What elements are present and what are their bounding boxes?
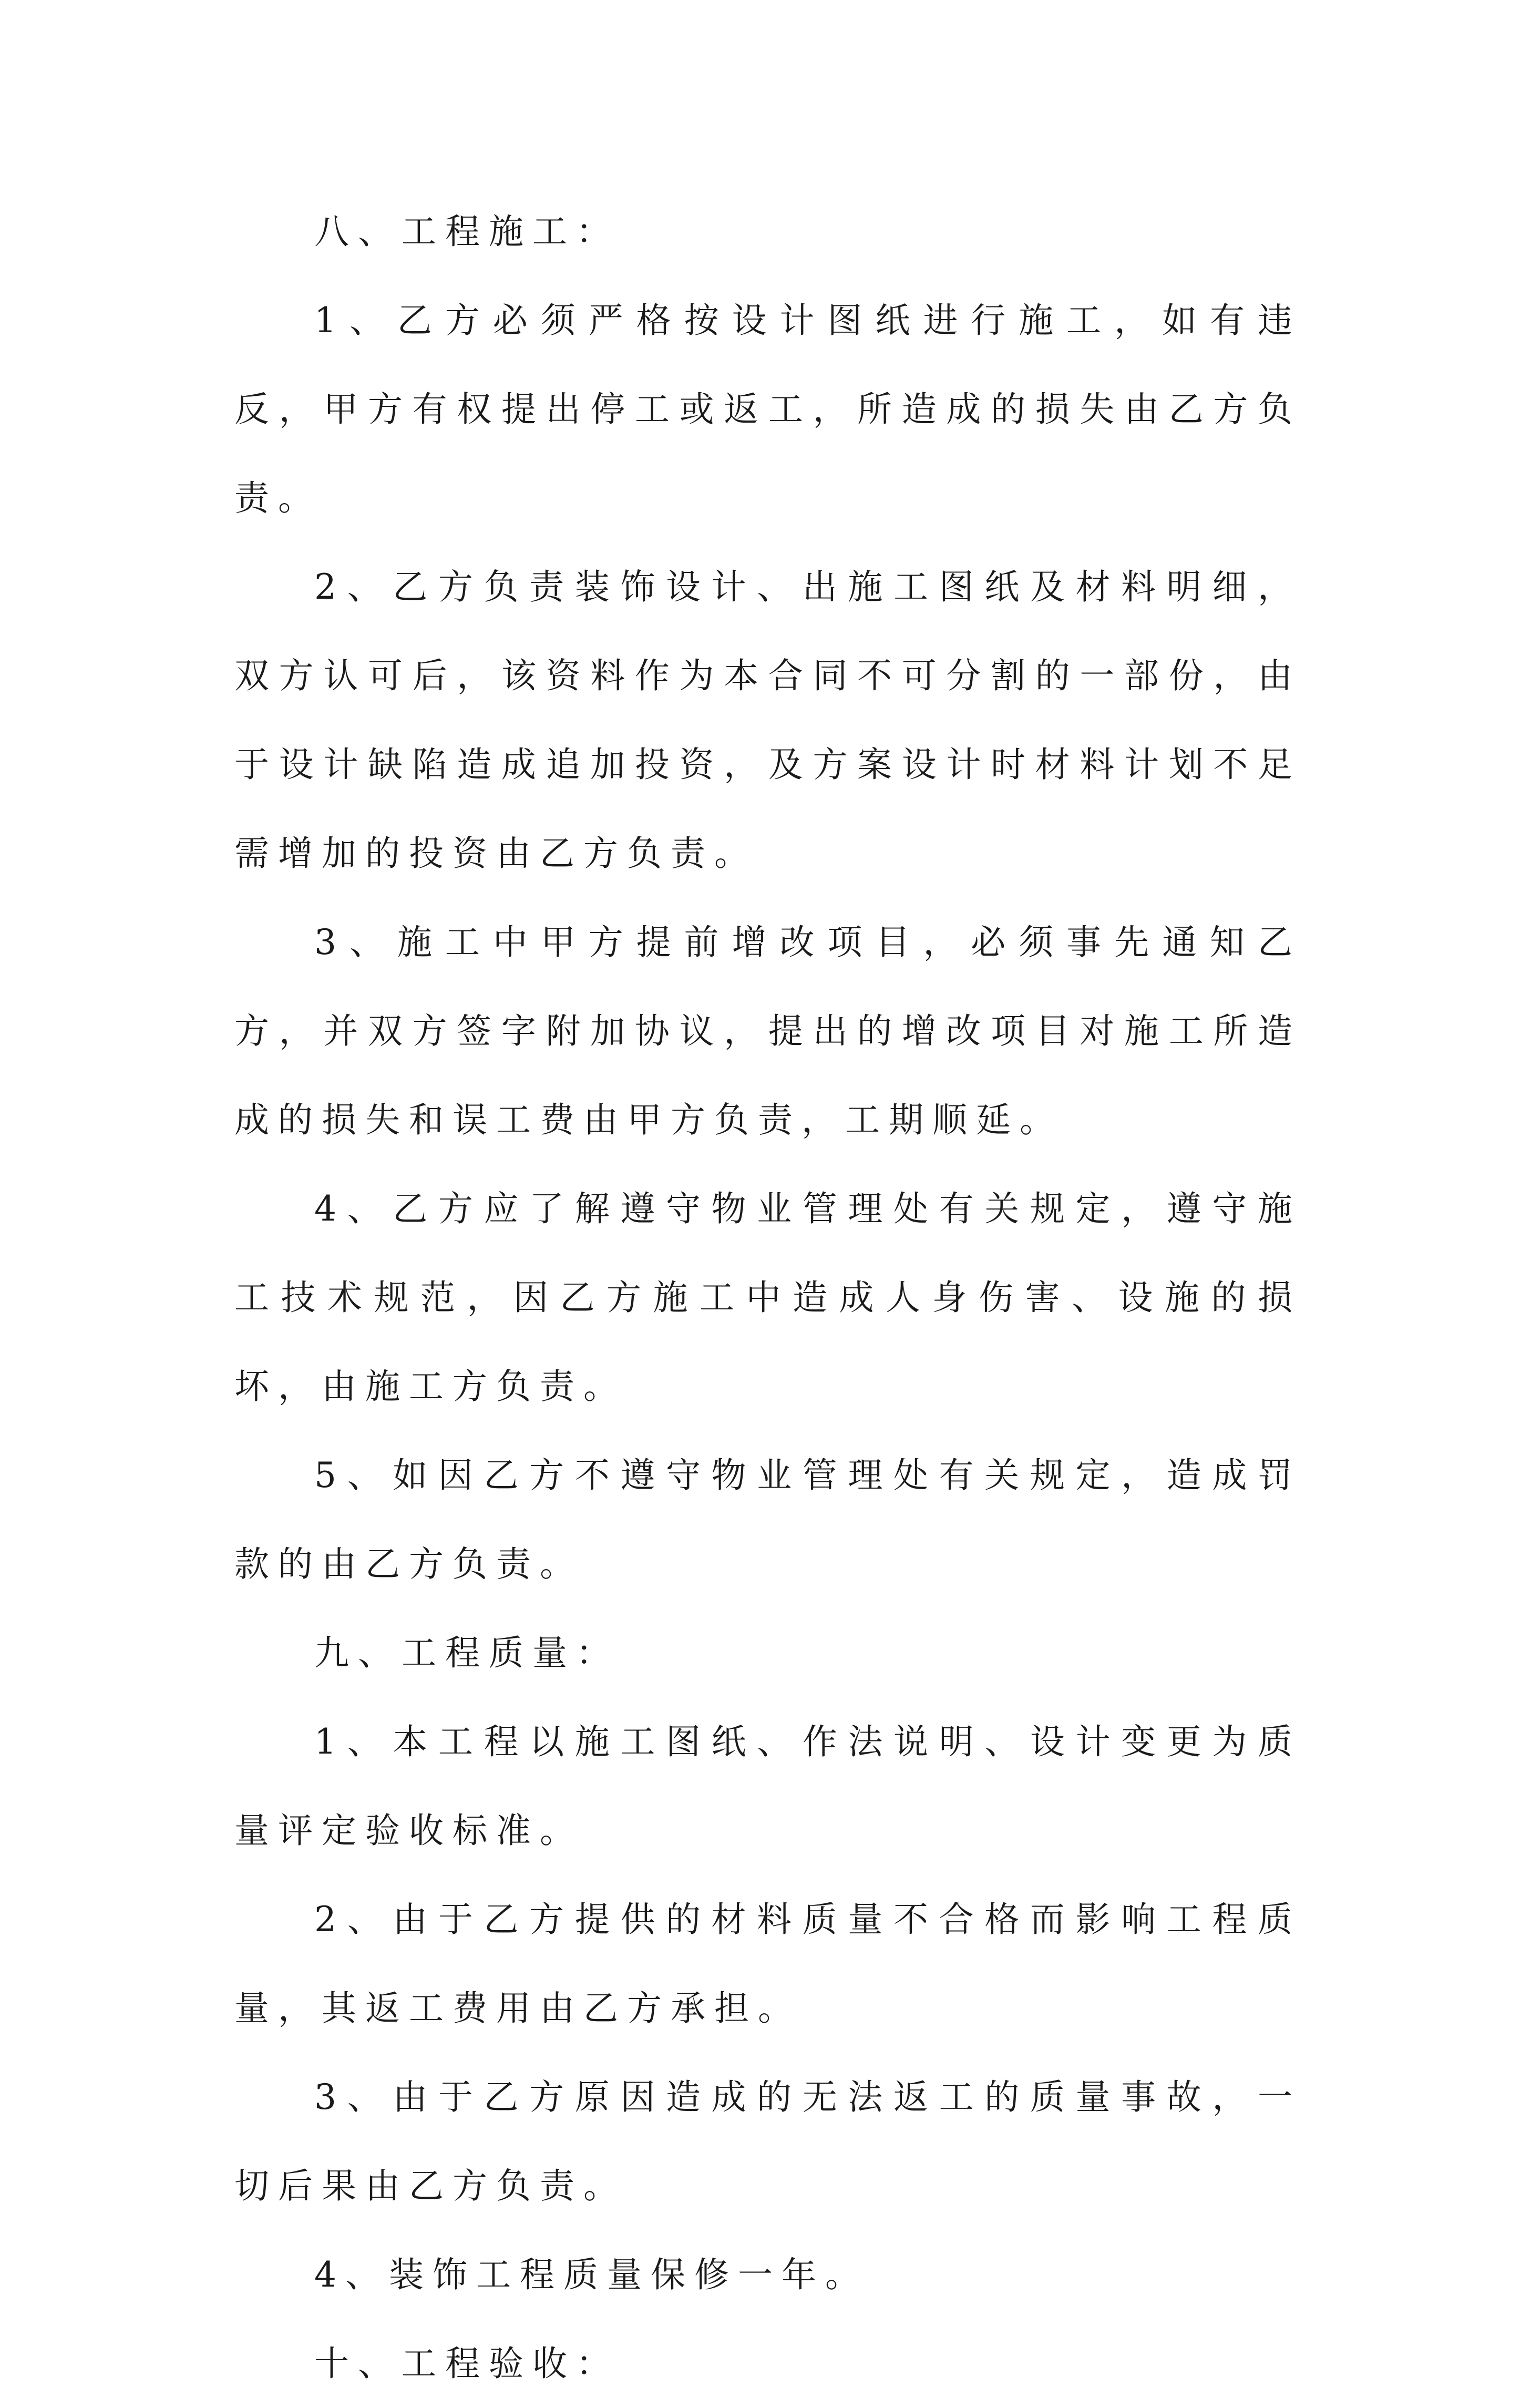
clause-paragraph: 4、乙方应了解遵守物业管理处有关规定，遵守施工技术规范，因乙方施工中造成人身伤害、设施的损坏，由施工方负责。 <box>234 1188 1301 1407</box>
section-heading-acceptance: 十、工程验收： <box>314 2343 620 2384</box>
clause-paragraph: 3、施工中甲方提前增改项目，必须事先通知乙方，并双方签字附加协议，提出的增改项目对施工所造成的损失和误工费由甲方负责，工期顺延。 <box>234 922 1301 1140</box>
clause-paragraph: 3、由于乙方原因造成的无法返工的质量事故，一切后果由乙方负责。 <box>234 2077 1301 2206</box>
clause-paragraph: 4、装饰工程质量保修一年。 <box>314 2255 869 2295</box>
clause-paragraph: 1、本工程以施工图纸、作法说明、设计变更为质量评定验收标准。 <box>234 1722 1301 1851</box>
clause-paragraph: 1、乙方必须严格按设计图纸进行施工，如有违反，甲方有权提出停工或返工，所造成的损失由乙方负责。 <box>234 300 1301 518</box>
clause-paragraph: 5、如因乙方不遵守物业管理处有关规定，造成罚款的由乙方负责。 <box>234 1455 1301 1584</box>
document-body <box>234 187 1301 2408</box>
clause-paragraph: 2、乙方负责装饰设计、出施工图纸及材料明细，双方认可后，该资料作为本合同不可分割的一部份，由于设计缺陷造成追加投资，及方案设计时材料计划不足需增加的投资由乙方负责。 <box>234 567 1301 874</box>
clause-paragraph: 2、由于乙方提供的材料质量不合格而影响工程质量，其返工费用由乙方承担。 <box>234 1899 1301 2028</box>
section-heading-construction: 八、工程施工： <box>314 211 620 252</box>
section-heading-quality: 九、工程质量： <box>314 1633 620 1673</box>
